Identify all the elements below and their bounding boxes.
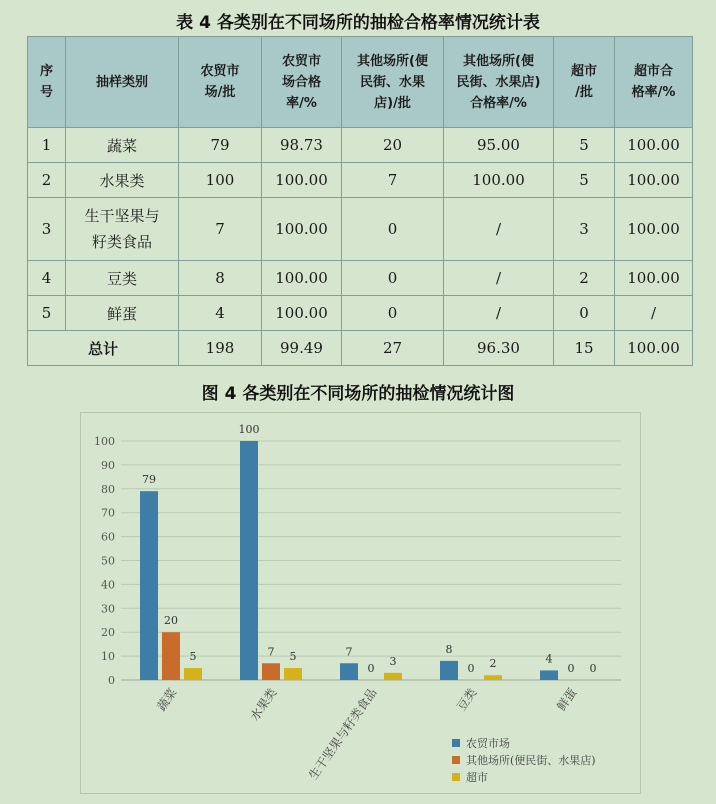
table-cell: / [615, 296, 693, 331]
bar-chart [81, 413, 640, 793]
table-cell: / [444, 261, 554, 296]
legend-label: 农贸市场 [466, 737, 510, 750]
total-label: 总计 [28, 331, 179, 366]
data-label: 5 [289, 650, 297, 664]
table-cell: 20 [342, 128, 444, 163]
table-cell: 79 [179, 128, 262, 163]
header-cell: 其他场所(便 民街、水果 店)/批 [342, 37, 444, 128]
total-row [28, 331, 693, 366]
y-tick-label: 50 [101, 554, 115, 568]
y-tick-label: 20 [101, 626, 115, 640]
table-cell: 2 [28, 163, 66, 198]
x-tick-label: 生干坚果与籽类食品 [306, 685, 380, 783]
header-cell: 农贸市 场/批 [179, 37, 262, 128]
x-tick-label: 水果类 [247, 685, 280, 724]
x-tick-label: 豆类 [454, 685, 480, 714]
table-cell: 4 [179, 296, 262, 331]
table-row [28, 198, 693, 261]
y-tick-label: 100 [94, 435, 115, 448]
table-cell: 鲜蛋 [66, 296, 179, 331]
table-cell: 100 [179, 163, 262, 198]
table-cell: 95.00 [444, 128, 554, 163]
y-tick-label: 70 [101, 506, 115, 520]
table-cell: 4 [28, 261, 66, 296]
table-cell: 8 [179, 261, 262, 296]
table-cell: 0 [554, 296, 615, 331]
table-cell: 100.00 [262, 163, 342, 198]
table-cell: 100.00 [262, 261, 342, 296]
table-cell: 0 [342, 261, 444, 296]
table-cell: 7 [179, 198, 262, 261]
bar [484, 675, 502, 680]
table-cell: 5 [28, 296, 66, 331]
total-cell: 15 [554, 331, 615, 366]
table-cell: 100.00 [615, 128, 693, 163]
table-cell: 100.00 [615, 261, 693, 296]
legend-label: 超市 [466, 771, 488, 784]
x-tick-label: 鲜蛋 [554, 685, 580, 714]
data-label: 79 [142, 473, 156, 487]
table-cell: 0 [342, 198, 444, 261]
table-cell: 100.00 [615, 198, 693, 261]
total-cell: 27 [342, 331, 444, 366]
bar [440, 661, 458, 680]
data-label: 100 [238, 423, 260, 436]
table-cell: 水果类 [66, 163, 179, 198]
data-label: 4 [545, 652, 553, 666]
legend-label: 其他场所(便民街、水果店) [466, 754, 596, 767]
table-cell: 豆类 [66, 261, 179, 296]
bar [140, 491, 158, 680]
bar [384, 673, 402, 680]
header-cell: 其他场所(便 民街、水果店) 合格率/% [444, 37, 554, 128]
data-label: 8 [445, 642, 453, 656]
data-label: 7 [267, 645, 275, 659]
table-cell: 3 [28, 198, 66, 261]
table-cell: 100.00 [444, 163, 554, 198]
data-label: 0 [567, 662, 575, 675]
x-tick-label: 蔬菜 [154, 685, 180, 714]
y-tick-label: 10 [101, 650, 115, 664]
header-cell: 序 号 [28, 37, 66, 128]
bar [162, 632, 180, 680]
y-tick-label: 80 [101, 482, 115, 496]
table-cell: 生干坚果与 籽类食品 [66, 198, 179, 261]
table-cell: 3 [554, 198, 615, 261]
bar [340, 663, 358, 680]
total-cell: 96.30 [444, 331, 554, 366]
table-title: 表 4 各类别在不同场所的抽检合格率情况统计表 [176, 13, 540, 33]
y-tick-label: 90 [101, 458, 115, 472]
y-tick-label: 60 [101, 530, 115, 544]
legend-swatch [452, 739, 460, 747]
bar [184, 668, 202, 680]
table-cell: 0 [342, 296, 444, 331]
data-label: 2 [489, 657, 497, 671]
total-cell: 198 [179, 331, 262, 366]
table-row [28, 128, 693, 163]
table-cell: 5 [554, 128, 615, 163]
table-header-row [28, 37, 693, 128]
table-cell: 5 [554, 163, 615, 198]
table-cell: 1 [28, 128, 66, 163]
table-cell: / [444, 198, 554, 261]
total-cell: 99.49 [262, 331, 342, 366]
table-cell: 100.00 [262, 296, 342, 331]
chart-title: 图 4 各类别在不同场所的抽检情况统计图 [201, 384, 515, 404]
bar [284, 668, 302, 680]
header-cell: 抽样类别 [66, 37, 179, 128]
table-cell: 7 [342, 163, 444, 198]
y-tick-label: 30 [101, 602, 115, 616]
data-label: 0 [367, 662, 375, 675]
chart-area [80, 412, 641, 794]
table-cell: / [444, 296, 554, 331]
table-row [28, 163, 693, 198]
data-label: 0 [467, 662, 475, 675]
header-cell: 超市合 格率/% [615, 37, 693, 128]
total-cell: 100.00 [615, 331, 693, 366]
bar [262, 663, 280, 680]
table-cell: 蔬菜 [66, 128, 179, 163]
data-label: 7 [345, 645, 353, 659]
table-cell: 2 [554, 261, 615, 296]
bar [540, 670, 558, 680]
statistics-table [27, 36, 693, 366]
table-row [28, 261, 693, 296]
table-row [28, 296, 693, 331]
legend-swatch [452, 773, 460, 781]
bar [240, 441, 258, 680]
header-cell: 超市 /批 [554, 37, 615, 128]
legend-swatch [452, 756, 460, 764]
header-cell: 农贸市 场合格 率/% [262, 37, 342, 128]
data-label: 3 [389, 654, 397, 668]
table-cell: 100.00 [615, 163, 693, 198]
data-label: 20 [164, 614, 178, 628]
y-tick-label: 0 [108, 674, 115, 687]
table-cell: 100.00 [262, 198, 342, 261]
y-tick-label: 40 [101, 578, 115, 592]
data-label: 0 [589, 662, 597, 675]
data-label: 5 [189, 650, 197, 664]
table-cell: 98.73 [262, 128, 342, 163]
